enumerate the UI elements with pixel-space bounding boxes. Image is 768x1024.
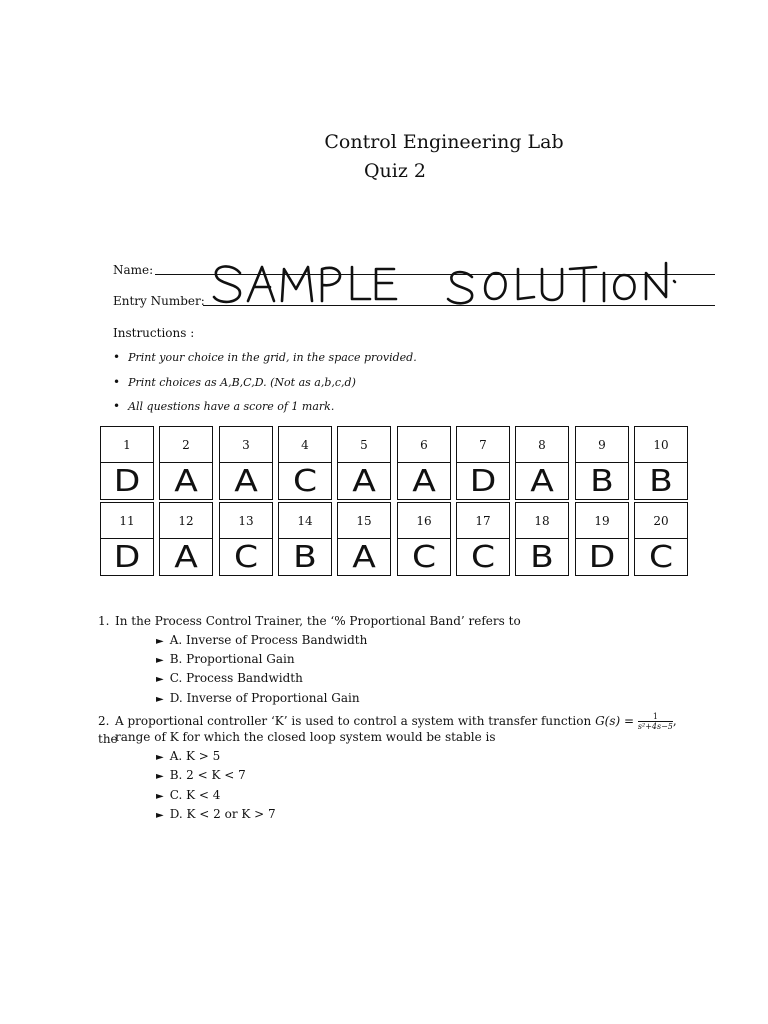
answer-cell[interactable] bbox=[337, 426, 391, 500]
question-number: 20 bbox=[635, 503, 687, 539]
transfer-function-lhs: G(s) = bbox=[595, 714, 635, 728]
answer-letter: D bbox=[588, 540, 616, 575]
question-number: 5 bbox=[338, 427, 390, 463]
answer-letter: D bbox=[113, 540, 141, 575]
question-number: 16 bbox=[398, 503, 450, 539]
answer-cell[interactable] bbox=[219, 426, 273, 500]
answer-letter: B bbox=[649, 464, 673, 499]
answer-letter: C bbox=[233, 540, 259, 575]
triangle-bullet-icon: ► bbox=[156, 694, 164, 705]
option-item: ► A. K > 5 bbox=[156, 749, 221, 763]
answer-letter: A bbox=[174, 540, 198, 575]
answer-cell[interactable] bbox=[337, 502, 391, 576]
answer-letter: C bbox=[292, 464, 318, 499]
question-number: 2 bbox=[160, 427, 212, 463]
question-number: 7 bbox=[457, 427, 509, 463]
question-1 bbox=[98, 613, 698, 629]
question-number: 1 bbox=[101, 427, 153, 463]
question-number: 11 bbox=[101, 503, 153, 539]
answer-letter: A bbox=[412, 464, 436, 499]
question-number: 9 bbox=[576, 427, 628, 463]
answer-cell[interactable] bbox=[575, 502, 629, 576]
option-item: ► A. Inverse of Process Bandwidth bbox=[156, 633, 368, 647]
option-item: ► D. K < 2 or K > 7 bbox=[156, 807, 276, 821]
question-2: 2. A proportional controller ‘K’ is used to control a system with transfer function G(s) = $\frac{1}{\text{s²+4s−5}}$ , the bbox=[98, 712, 677, 746]
answer-letter: A bbox=[234, 464, 258, 499]
question-number: 10 bbox=[635, 427, 687, 463]
page-title: Control Engineering Lab bbox=[324, 131, 564, 153]
answer-cell[interactable] bbox=[634, 426, 688, 500]
question-number: 17 bbox=[457, 503, 509, 539]
answer-letter: D bbox=[469, 464, 497, 499]
question-number: 3 bbox=[220, 427, 272, 463]
handwritten-sample-solution bbox=[210, 255, 680, 310]
question-number: 8 bbox=[516, 427, 568, 463]
answer-letter: A bbox=[352, 464, 376, 499]
triangle-bullet-icon: ► bbox=[156, 655, 164, 666]
option-item: ► C. K < 4 bbox=[156, 788, 221, 802]
triangle-bullet-icon: ► bbox=[156, 752, 164, 763]
question-text: A proportional controller ‘K’ is used to control a system with transfer function bbox=[115, 714, 592, 728]
triangle-bullet-icon: ► bbox=[156, 771, 164, 782]
instruction-item: • All questions have a score of 1 mark. bbox=[113, 399, 335, 413]
instruction-item: • Print your choice in the grid, in the space provided. bbox=[113, 350, 417, 364]
answer-letter: B bbox=[293, 540, 317, 575]
page-subtitle: Quiz 2 bbox=[363, 160, 427, 182]
question-number: 14 bbox=[279, 503, 331, 539]
answer-cell[interactable] bbox=[278, 426, 332, 500]
entry-number-label: Entry Number: bbox=[113, 294, 205, 308]
name-label: Name: bbox=[113, 263, 154, 277]
answer-letter: D bbox=[113, 464, 141, 499]
question-number: 2. bbox=[98, 714, 110, 728]
transfer-function-fraction: $\frac{1}{\text{s²+4s−5}}$ bbox=[637, 712, 673, 731]
question-number: 1. bbox=[98, 614, 110, 628]
bullet-icon: • bbox=[113, 375, 121, 389]
instruction-item: • Print choices as A,B,C,D. (Not as a,b,c,d) bbox=[113, 375, 356, 389]
question-number: 4 bbox=[279, 427, 331, 463]
answer-cell[interactable] bbox=[397, 502, 451, 576]
question-text: In the Process Control Trainer, the ‘% Proportional Band’ refers to bbox=[115, 614, 521, 628]
question-number: 18 bbox=[516, 503, 568, 539]
answer-letter: B bbox=[530, 540, 554, 575]
bullet-icon: • bbox=[113, 399, 121, 413]
question-number: 6 bbox=[398, 427, 450, 463]
answer-letter: A bbox=[174, 464, 198, 499]
triangle-bullet-icon: ► bbox=[156, 791, 164, 802]
answer-letter: C bbox=[648, 540, 674, 575]
answer-letter: B bbox=[590, 464, 614, 499]
answer-cell[interactable] bbox=[397, 426, 451, 500]
answer-cell[interactable] bbox=[634, 502, 688, 576]
option-item: ► B. 2 < K < 7 bbox=[156, 768, 246, 782]
answer-cell[interactable] bbox=[219, 502, 273, 576]
answer-cell[interactable] bbox=[456, 426, 510, 500]
triangle-bullet-icon: ► bbox=[156, 674, 164, 685]
answer-letter: C bbox=[411, 540, 437, 575]
answer-cell[interactable] bbox=[159, 502, 213, 576]
answer-cell[interactable] bbox=[575, 426, 629, 500]
question-number: 13 bbox=[220, 503, 272, 539]
question-2-continuation: range of K for which the closed loop system would be stable is bbox=[115, 730, 496, 744]
question-number: 19 bbox=[576, 503, 628, 539]
question-number: 12 bbox=[160, 503, 212, 539]
triangle-bullet-icon: ► bbox=[156, 636, 164, 647]
answer-cell[interactable] bbox=[159, 426, 213, 500]
answer-letter: A bbox=[352, 540, 376, 575]
answer-cell[interactable] bbox=[100, 426, 154, 500]
option-item: ► C. Process Bandwidth bbox=[156, 671, 303, 685]
answer-cell[interactable] bbox=[515, 426, 569, 500]
bullet-icon: • bbox=[113, 350, 121, 364]
answer-cell[interactable] bbox=[515, 502, 569, 576]
instructions-heading: Instructions : bbox=[113, 326, 195, 340]
answer-letter: A bbox=[530, 464, 554, 499]
question-number: 15 bbox=[338, 503, 390, 539]
option-item: ► B. Proportional Gain bbox=[156, 652, 295, 666]
option-item: ► D. Inverse of Proportional Gain bbox=[156, 691, 360, 705]
triangle-bullet-icon: ► bbox=[156, 810, 164, 821]
answer-cell[interactable] bbox=[278, 502, 332, 576]
answer-letter: C bbox=[470, 540, 496, 575]
answer-cell[interactable] bbox=[456, 502, 510, 576]
answer-cell[interactable] bbox=[100, 502, 154, 576]
